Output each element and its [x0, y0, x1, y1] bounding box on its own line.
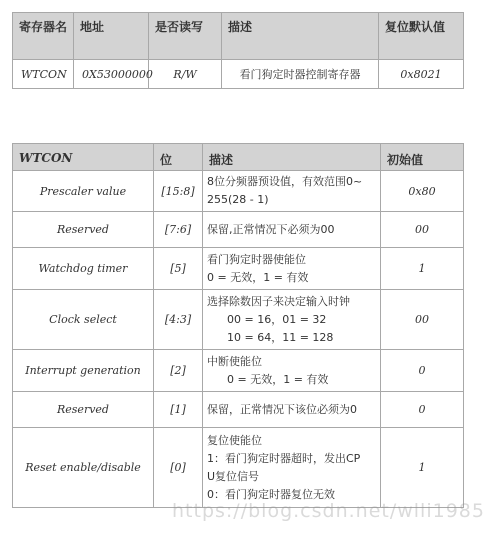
field-description	[203, 212, 381, 248]
description-line: 中断使能位	[207, 354, 262, 368]
description-line: 保留,正常情况下必须为00	[207, 222, 335, 236]
description-line: 0 = 无效，1 = 有效	[227, 372, 329, 386]
bit-range: [5]	[154, 248, 203, 290]
field-name: Reset enable/disable	[13, 428, 154, 508]
address-cell: 0X53000000	[74, 60, 149, 89]
description-line: 保留，正常情况下该位必须为0	[207, 402, 357, 416]
header-initial-value: 初始值	[381, 144, 464, 171]
table-row	[13, 60, 464, 89]
table-header-row	[13, 144, 464, 171]
description-line: 0 = 无效，1 = 有效	[207, 270, 309, 284]
description-line: 00 = 16，01 = 32	[227, 312, 327, 326]
initial-value: 00	[381, 212, 464, 248]
initial-value: 0x80	[381, 171, 464, 212]
table-header-row	[13, 13, 464, 60]
field-name: Clock select	[13, 290, 154, 350]
header-description: 描述	[222, 13, 379, 60]
bit-range: [4:3]	[154, 290, 203, 350]
header-description: 描述	[203, 144, 381, 171]
bit-range: [0]	[154, 428, 203, 508]
bit-range: [7:6]	[154, 212, 203, 248]
table-row	[13, 248, 464, 290]
table-row	[13, 212, 464, 248]
field-name: Reserved	[13, 392, 154, 428]
description-line: 看门狗定时器使能位	[207, 252, 306, 266]
initial-value: 1	[381, 428, 464, 508]
register-name-cell: WTCON	[13, 60, 74, 89]
field-name: Prescaler value	[13, 171, 154, 212]
bit-range: [15:8]	[154, 171, 203, 212]
description-line: 复位使能位	[207, 433, 262, 447]
field-description	[203, 392, 381, 428]
watermark-url: https://blog.csdn.net/wlli1985	[172, 500, 485, 522]
header-wtcon: WTCON	[13, 144, 154, 171]
initial-value: 1	[381, 248, 464, 290]
description-cell: 看门狗定时器控制寄存器	[222, 60, 379, 89]
field-description	[203, 428, 381, 508]
initial-value: 0	[381, 350, 464, 392]
description-line: 0：看门狗定时器复位无效	[207, 487, 335, 501]
header-bit: 位	[154, 144, 203, 171]
description-line: 255(28 - 1)	[207, 193, 269, 206]
field-description	[203, 171, 381, 212]
bit-range: [1]	[154, 392, 203, 428]
field-name: Watchdog timer	[13, 248, 154, 290]
wtcon-bits-table	[12, 143, 464, 508]
read-write-cell: R/W	[149, 60, 222, 89]
field-description	[203, 350, 381, 392]
table-row	[13, 290, 464, 350]
description-line: 8位分频器预设值，有效范围0~	[207, 175, 363, 188]
header-read-write: 是否读写	[149, 13, 222, 60]
header-register-name: 寄存器名	[13, 13, 74, 60]
initial-value: 0	[381, 392, 464, 428]
field-description	[203, 248, 381, 290]
description-line: 选择除数因子来决定输入时钟	[207, 294, 350, 308]
table-row	[13, 350, 464, 392]
description-line: U复位信号	[207, 469, 260, 483]
reset-value-cell: 0x8021	[379, 60, 464, 89]
field-description	[203, 290, 381, 350]
table-row	[13, 171, 464, 212]
field-name: Reserved	[13, 212, 154, 248]
initial-value: 00	[381, 290, 464, 350]
header-address: 地址	[74, 13, 149, 60]
register-summary-table	[12, 12, 464, 89]
bit-range: [2]	[154, 350, 203, 392]
table-row	[13, 392, 464, 428]
field-name: Interrupt generation	[13, 350, 154, 392]
description-line: 10 = 64，11 = 128	[227, 330, 334, 344]
table-row	[13, 428, 464, 508]
header-reset-default: 复位默认值	[379, 13, 464, 60]
description-line: 1：看门狗定时器超时，发出CP	[207, 451, 361, 465]
